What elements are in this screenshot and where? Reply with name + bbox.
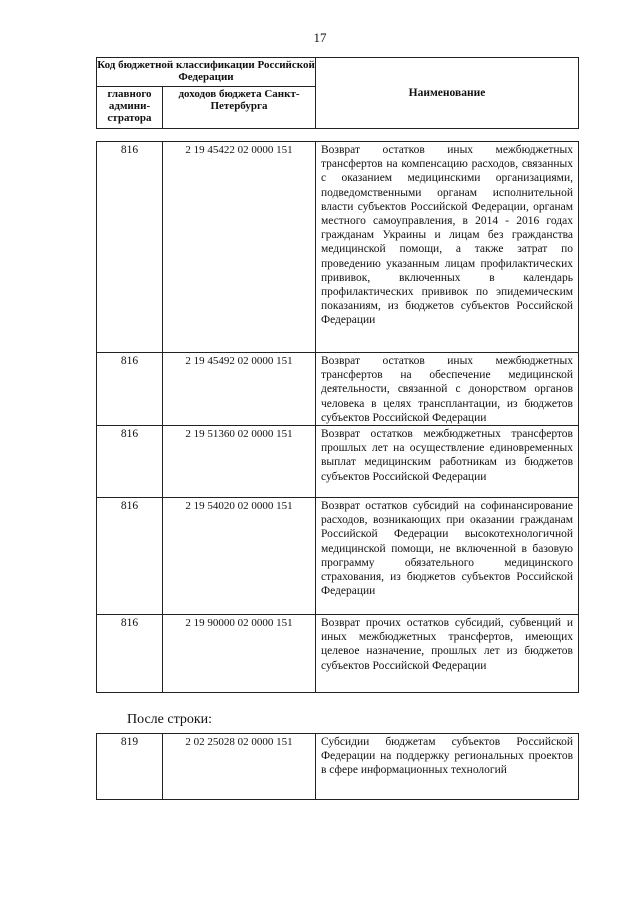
revenue-code-cell: 2 19 51360 02 0000 151 <box>163 426 316 498</box>
header-admin-column: главного админи-стратора <box>97 87 163 129</box>
table-row <box>97 142 579 353</box>
revenue-code-cell: 2 19 90000 02 0000 151 <box>163 615 316 693</box>
admin-code-cell: 816 <box>97 142 163 353</box>
admin-code-cell: 816 <box>97 498 163 615</box>
revenue-code-cell: 2 02 25028 02 0000 151 <box>163 734 316 800</box>
revenue-code-cell: 2 19 45492 02 0000 151 <box>163 353 316 426</box>
table-row <box>97 353 579 426</box>
revenue-code-cell: 2 19 45422 02 0000 151 <box>163 142 316 353</box>
name-cell: Возврат остатков межбюджетных трансфертов прошлых лет на осуществление единовременных выплат медицинским работникам из бюджетов субъектов Российской Федерации <box>316 426 579 498</box>
admin-code-cell: 816 <box>97 353 163 426</box>
classification-table <box>96 141 579 693</box>
header-group-title: Код бюджетной классификации Российской Федерации <box>97 58 316 87</box>
admin-code-cell: 816 <box>97 426 163 498</box>
name-cell: Субсидии бюджетам субъектов Российской Федерации на поддержку региональных проектов в сфере информационных технологий <box>316 734 579 800</box>
table-row <box>97 498 579 615</box>
table-row <box>97 426 579 498</box>
admin-code-cell: 819 <box>97 734 163 800</box>
page-number: 17 <box>313 30 327 45</box>
name-cell: Возврат остатков субсидий на софинансирование расходов, возникающих при оказании гражданам Российской Федерации высокотехнологичной медицинской помощи, не включенной в базовую программу обязательного медицинского страхования, из бюджетов субъектов Российской Федерации <box>316 498 579 615</box>
header-revenue-column: доходов бюджета Санкт-Петербурга <box>163 87 316 129</box>
name-cell: Возврат прочих остатков субсидий, субвенций и иных межбюджетных трансфертов, имеющих целевое назначение, прошлых лет из бюджетов субъектов Российской Федерации <box>316 615 579 693</box>
name-cell: Возврат остатков иных межбюджетных трансфертов на обеспечение медицинской деятельности, связанной с донорством органов человека в целях трансплантации, из бюджетов субъектов Российской Федерации <box>316 353 579 426</box>
inserted-row-table <box>96 733 579 800</box>
table-row <box>97 734 579 800</box>
header-table <box>96 57 579 129</box>
header-name-column: Наименование <box>316 58 579 129</box>
admin-code-cell: 816 <box>97 615 163 693</box>
table-row <box>97 615 579 693</box>
revenue-code-cell: 2 19 54020 02 0000 151 <box>163 498 316 615</box>
name-cell: Возврат остатков иных межбюджетных трансфертов на компенсацию расходов, связанных с оказанием медицинскими организациями, подведомственными органам исполнительной власти субъектов Российской Федерации, органам местного самоуправления, в 2014 - 2016 годах гражданам Украины и лицам без гражданства медицинской помощи, а также затрат по проведению указанным лицам профилактических прививок, включенных в календарь профилактических прививок по эпидемическим показаниям, из бюджетов субъектов Российской Федерации <box>316 142 579 353</box>
after-row-label: После строки: <box>127 712 213 727</box>
